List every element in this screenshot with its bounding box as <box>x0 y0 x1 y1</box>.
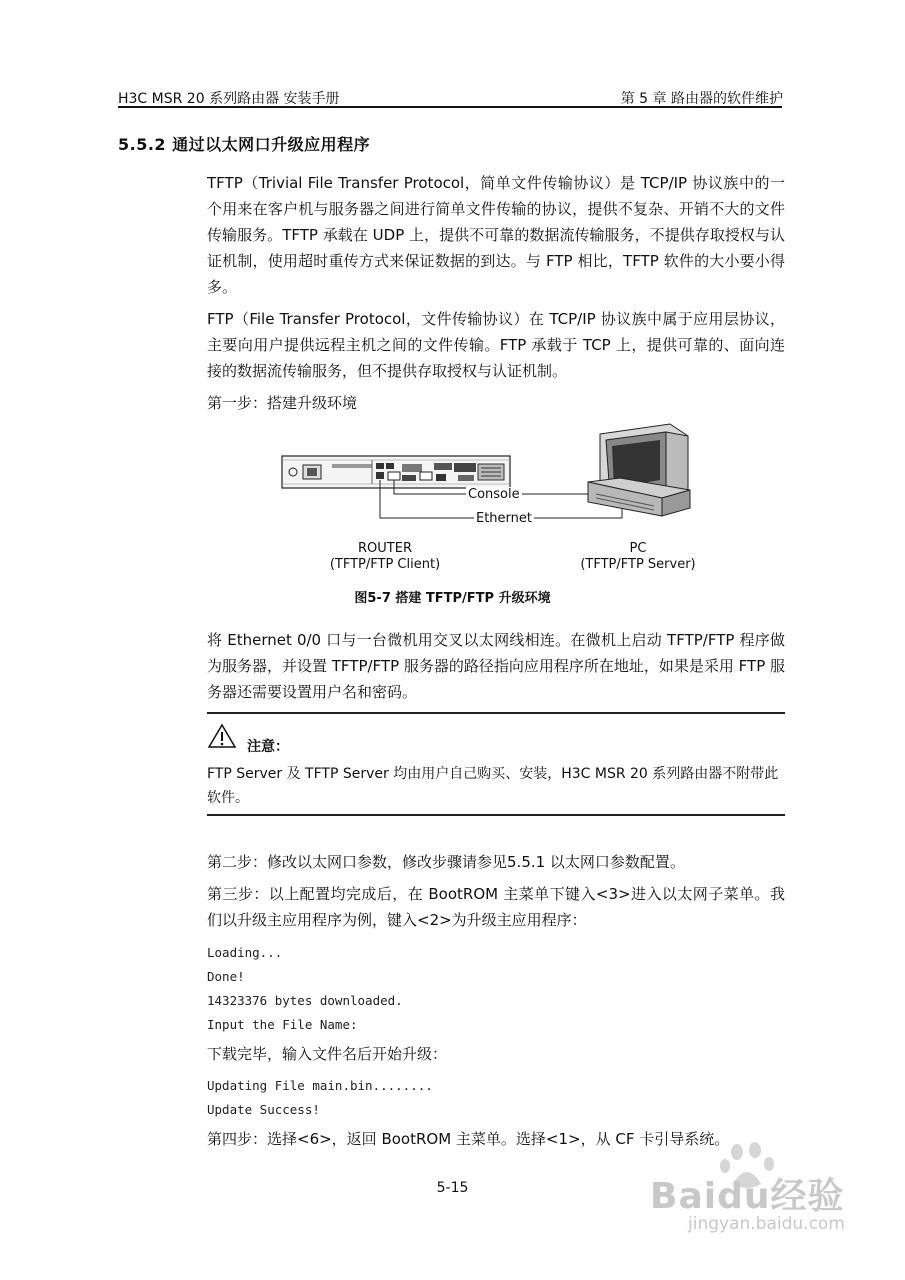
step1-text: 第一步：搭建升级环境 <box>207 394 358 412</box>
warning-icon <box>207 723 237 749</box>
watermark-brand: Baidu经验 <box>650 1176 845 1217</box>
step2-text: 第二步：修改以太网口参数，修改步骤请参见5.5.1 以太网口参数配置。 <box>207 853 685 871</box>
header-right: 第 5 章 路由器的软件维护 <box>620 91 783 107</box>
paragraph-ftp <box>207 306 785 384</box>
download-complete-text: 下载完毕，输入文件名后开始升级： <box>207 1045 448 1063</box>
code-line: Loading... <box>207 945 283 960</box>
step4-text: 第四步：选择<6>，返回 BootROM 主菜单。选择<1>，从 CF 卡引导系统。 <box>207 1130 730 1148</box>
pc-name: PC <box>629 541 647 556</box>
pc-label <box>568 541 708 573</box>
pc-device <box>588 424 690 516</box>
router-label <box>310 541 460 573</box>
router-device <box>282 456 510 488</box>
paragraph-tftp <box>207 170 785 300</box>
paragraph-tftp-text: TFTP（Trivial File Transfer Protocol，简单文件传输协议）是 TCP/IP 协议族中的一个用来在客户机与服务器之间进行简单文件传输的协议，提供不复杂、开销不大的文件传输服务。TFTP 承载在 UDP 上，提供不可靠的数据流传输服务，不提供存取授权与认证机制，使用超时重传方式来保证数据的到达。与 FTP 相比，TFTP 软件的大小要小得多。 <box>207 174 785 296</box>
page-number: 5-15 <box>436 1180 469 1196</box>
figure-caption: 图5-7 搭建 TFTP/FTP 升级环境 <box>354 591 551 606</box>
code-line: Update Success! <box>207 1102 320 1117</box>
watermark-url: jingyan.baidu.com <box>688 1214 845 1234</box>
header-rule <box>118 106 782 108</box>
header-left: H3C MSR 20 系列路由器 安装手册 <box>118 91 340 107</box>
console-label: Console <box>468 487 520 502</box>
paragraph-ethernet <box>207 627 785 705</box>
note-bottom-rule <box>207 814 785 816</box>
note-top-rule <box>207 712 785 714</box>
code-line: 14323376 bytes downloaded. <box>207 993 403 1008</box>
ethernet-label: Ethernet <box>476 511 532 526</box>
code-line: Updating File main.bin........ <box>207 1078 433 1093</box>
section-title: 5.5.2 通过以太网口升级应用程序 <box>118 135 371 154</box>
code-line: Input the File Name: <box>207 1017 358 1032</box>
note-text: FTP Server 及 TFTP Server 均由用户自己购买、安装，H3C MSR 20 系列路由器不附带此软件。 <box>207 766 779 806</box>
step3-text <box>207 881 785 933</box>
paragraph-ethernet-text: 将 Ethernet 0/0 口与一台微机用交叉以太网线相连。在微机上启动 TFTP/FTP 程序做为服务器，并设置 TFTP/FTP 服务器的路径指向应用程序所在地址，如果是采用 FTP 服务器还需要设置用户名和密码。 <box>207 631 786 701</box>
code-line: Done! <box>207 969 245 984</box>
router-role: (TFTP/FTP Client) <box>329 557 441 572</box>
router-name: ROUTER <box>358 541 412 556</box>
step3-paragraph: 第三步：以上配置均完成后，在 BootROM 主菜单下键入<3>进入以太网子菜单。我们以升级主应用程序为例，键入<2>为升级主应用程序： <box>207 885 785 929</box>
paragraph-ftp-text: FTP（File Transfer Protocol，文件传输协议）在 TCP/IP 协议族中属于应用层协议，主要向用户提供远程主机之间的文件传输。FTP 承载于 TCP 上，提供可靠的、面向连接的数据流传输服务，但不提供存取授权与认证机制。 <box>207 310 785 380</box>
pc-role: (TFTP/FTP Server) <box>580 557 696 572</box>
note-title: 注意： <box>247 739 289 755</box>
